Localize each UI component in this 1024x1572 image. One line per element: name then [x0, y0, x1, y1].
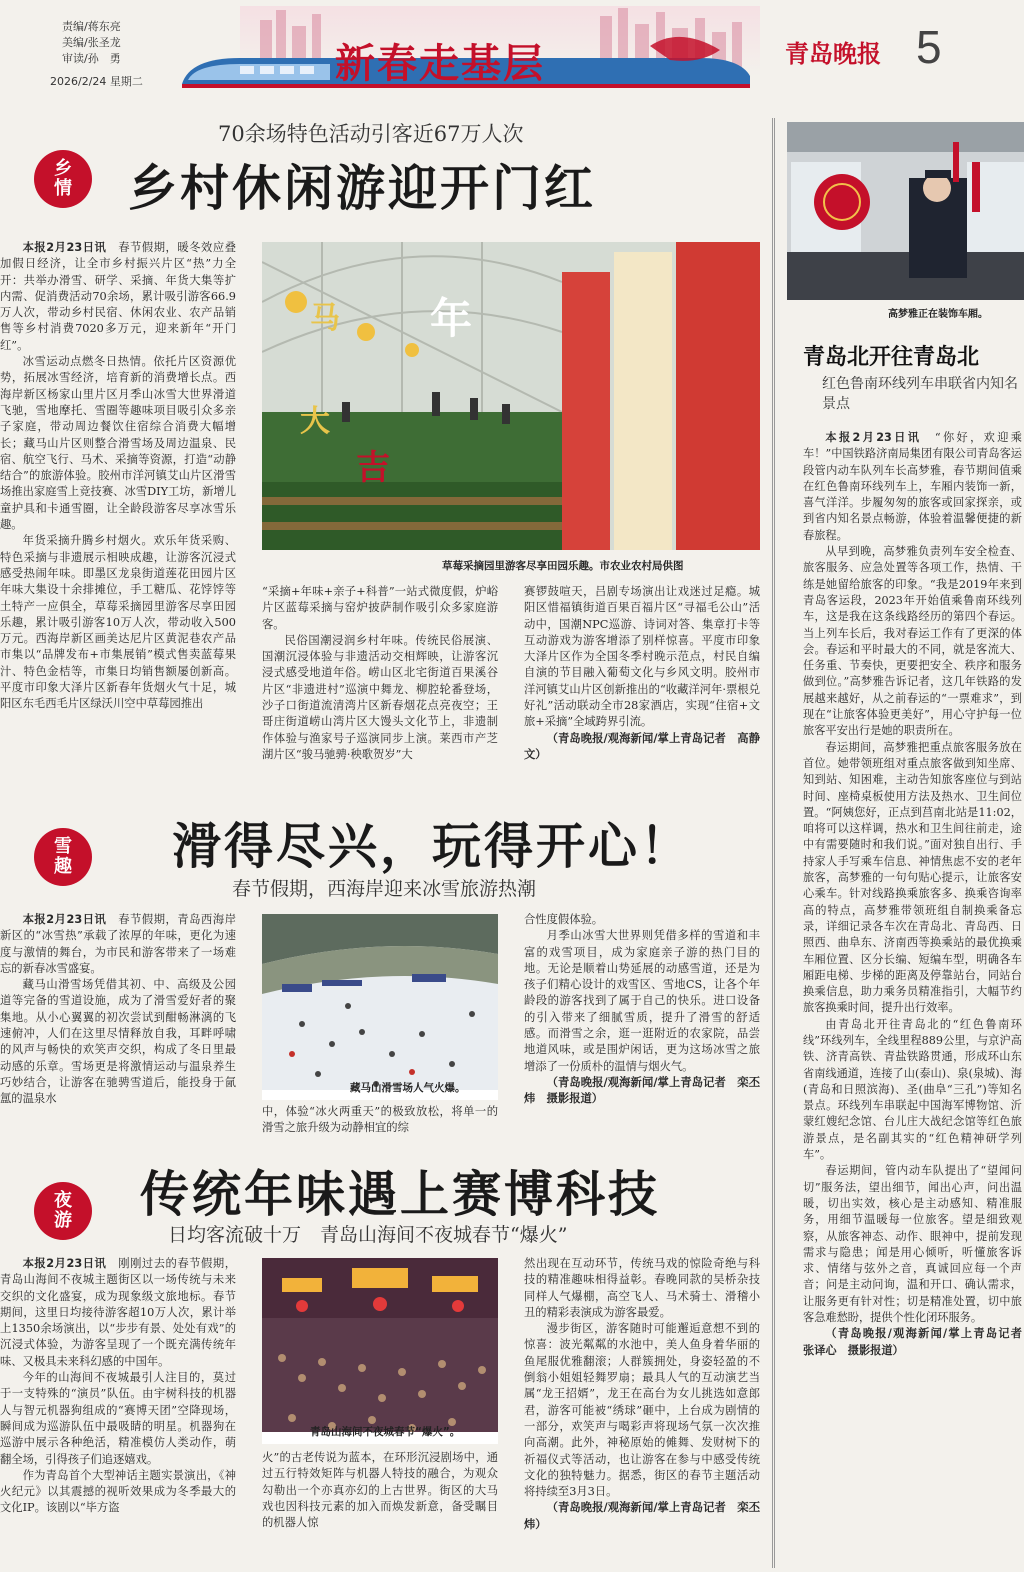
story3-column-3: [524, 1256, 760, 1568]
editor-credit: 责编/蒋东亮: [62, 20, 121, 33]
proofreader-credit: 审读/孙 勇: [62, 52, 121, 65]
story3-headline: 传统年味遇上赛博科技: [140, 1166, 661, 1223]
paragraph: 火”的古老传说为蓝本，在环形沉浸剧场中，通过五行特效矩阵与机器人特技的融合，为观众勾勒出一个亦真亦幻的上古世界。街区的大马戏也因科技元素的加入而焕发新意，备受瞩目的机器人惊: [262, 1451, 498, 1530]
badge-char: 游: [54, 1210, 72, 1231]
story3-column-1: [0, 1256, 236, 1568]
paragraph: 藏马山滑雪场凭借其初、中、高级及公园道等完备的雪道设施，成为了滑雪爱好者的聚集地。从小心翼翼的初次尝试到酣畅淋漓的飞速俯冲，人们在这里尽情释放自我，耳畔呼啸的风声与畅快的欢笑声交织，构成了冬日里最动感的乐章。雪场更是将激情运动与温泉养生巧妙结合，让游客在驰骋雪道后，能投身于氤氲的温泉水: [0, 978, 236, 1106]
paragraph: 作为青岛首个大型神话主题实景演出，《神火纪元》以其震撼的视听效果成为冬季最大的文化IP。该剧以“毕方盗: [0, 1468, 236, 1515]
page-number: 5: [916, 21, 942, 73]
paragraph: 漫步街区，游客随时可能邂逅意想不到的惊喜：波光粼粼的水池中，美人鱼身着华丽的鱼尾服优雅翻滚；人群簇拥处，身姿轻盈的不倒翁小姐姐轻舞罗扇；最具人气的互动演艺当属“龙王招婿”，龙王在高台为女儿挑选如意郎君，游客可能被“绣球”砸中，上台成为剧情的一部分，欢笑声与喝彩声将现场气氛一次次推向高潮。此外，神秘原始的傩舞、发财树下的祈福仪式等活动，也让游客在参与中感受传统文化的独特魅力。据悉，街区的春节主题活动将持续至3月3日。: [524, 1322, 760, 1499]
story2-column-2: [262, 1104, 498, 1140]
paragraph: 赛锣鼓喧天，吕剧专场演出让戏迷过足瘾。城阳区惜福镇街道百果百福片区“寻福毛公山”活动中，国潮NPC巡游、诗词对答、集章打卡等互动游戏为游客增添了别样惊喜。平度市印象大泽片区作为全国冬季村晚示范点，村民自编自演的节目融入葡萄文化与乡风文明。胶州市洋河镇艾山片区创新推出的“收藏洋河年·票根兑好礼”活动联动全市28家酒店，实现“住宿+文旅+采摘”全域跨界引流。: [524, 585, 760, 729]
paragraph: 合性度假体验。: [524, 913, 604, 926]
sidebar-photo-caption: 高梦雅正在装饰车厢。: [888, 309, 988, 320]
paragraph: 春运期间，高梦雅把重点旅客服务放在首位。她带领班组对重点旅客做到知坐席、知到站、知困难，主动告知旅客座位与到站时间、座椅桌板使用方法及热水、卫生间位置。“阿姨您好，正点到莒南北站是11:02，咱将可以这样调，热水和卫生间往前走，途中有需要随时和我们说。”面对独自出行、手持家人手写乘车信息、神情焦虑不安的老年旅客，高梦雅的一句句贴心提示，让旅客安心乘车。针对线路换乘旅客多、换乘咨询率高的特点，高梦雅带领班组自制换乘备忘录，详细记录各车次在青岛北、青岛西、日照西、曲阜东、济南西等换乘站的最优换乘车厢位置、区分长编、短编车型，明确各车厢距电梯、步梯的距离及停靠站台，同站台换乘信息，助力乘务员精准指引，大幅节约旅客换乘时间，提升出行效率。: [803, 740, 1022, 1015]
night-town-photo: [262, 1258, 498, 1444]
lead-tag: 本报2月23日讯: [22, 1257, 107, 1270]
byline: （青岛晚报/观海新闻/掌上青岛记者 栾丕炜）: [524, 1501, 760, 1531]
paragraph: 然出现在互动环节，传统马戏的惊险奇绝与科技的精准趣味相得益彰。春晚同款的吴桥杂技同样人气爆棚，高空飞人、马术骑士、滑稽小丑的精彩表演成为游客最爱。: [524, 1257, 760, 1319]
column-divider: [772, 118, 773, 1568]
badge-char: 乡: [54, 158, 72, 179]
banner-title: 新春走基层: [335, 41, 545, 87]
photo-sign-char: 年: [430, 294, 473, 343]
issue-date: 2026/2/24 星期二: [50, 75, 143, 88]
byline: （青岛晚报/观海新闻/掌上青岛记者 张译心 摄影报道）: [803, 1327, 1022, 1357]
paragraph: 由青岛北开往青岛北的“红色鲁南环线”环线列车，全线里程889公里，与京沪高铁、济青高铁、青盐铁路贯通，形成环山东省南线通道，连接了山(泰山)、泉(泉城)、海(青岛和日照滨海)、圣(曲阜“三孔”)等知名景点。环线列车串联起中国海军博物馆、沂蒙红嫂纪念馆、台儿庄大战纪念馆等红色旅游景点，是名副其实的“红色精神研学列车”。: [803, 1017, 1022, 1162]
lead-tag: 本报2月23日讯: [22, 913, 107, 926]
paragraph: “采摘+年味+亲子+科普”一站式微度假，炉峪片区蓝莓采摘与窑炉披萨制作吸引众多家庭游客。: [262, 585, 498, 631]
paragraph: 中，体验“冰火两重天”的极致放松，将单一的滑雪之旅升级为动静相宜的综: [262, 1105, 498, 1135]
byline: （青岛晚报/观海新闻/掌上青岛记者 栾丕炜 摄影报道）: [524, 1075, 760, 1106]
paragraph: 春节假期，青岛西海岸新区的“冰雪热”承载了浓厚的年味，更化为速度与激情的舞台，为市民和游客带来了一场难忘的新春冰雪盛宴。: [0, 913, 236, 975]
story2-column-3: [524, 912, 760, 1140]
paragraph: 从早到晚，高梦雅负责列车安全检查、旅客服务、应急处置等各项工作，热情、干练是她留给旅客的印象。“我是2019年来到青岛客运段，2023年开始值乘鲁南环线列车，这是我在这条线路经历的第四个春运。当上列车长后，我对春运工作有了更深的体会。春运和平时最大的不同，就是客流大、任务重、节奏快，更要把安全、秩序和服务做到位。”高梦雅告诉记者，这几年铁路的发展越来越好，从之前春运的“一票难求”，到现在“让旅客体验更美好”，用心守护每一位旅客平安出行是她的职责所在。: [803, 545, 1022, 738]
paragraph: 民俗国潮浸润乡村年味。传统民俗展演、国潮沉浸体验与非遗活动交相辉映，让游客沉浸式感受地道年俗。崂山区北宅街道百果溪谷片区“非遗进村”巡演中舞龙、柳腔轮番登场，沙子口街道流清湾片区新春烟花点亮夜空；王哥庄街道崂山湾片区大馒头文化节上，非遗制作体验与渔家号子巡演同步上演。莱西市产芝湖片区“骏马驰骋·秧歌贺岁”大: [262, 633, 498, 761]
story2-column-1: [0, 912, 236, 1140]
badge-char: 情: [54, 178, 72, 199]
story1-subtitle: 70余场特色活动引客近67万人次: [218, 122, 524, 146]
designer-credit: 美编/张圣龙: [62, 36, 121, 49]
story2-photo-caption: 藏马山滑雪场人气火爆。: [350, 1082, 466, 1094]
story1-column-3: [524, 584, 760, 792]
story2-subtitle: 春节假期，西海岸迎来冰雪旅游热潮: [232, 878, 537, 900]
paragraph: 春运期间，管内动车队提出了“望闻问切”服务法，望出细节，闻出心声，问出温暖，切出实效，核心是主动感知、精准服务，用细节温暖每一位旅客。望是细致观察，从旅客神态、动作、眼神中，提前发现需求与隐患；闻是用心倾听，听懂旅客诉求、情绪与弦外之音，真诚回应每一个声音；问是主动问询，温和开口、确认需求，让服务更有针对性；切是精准处置，切中旅客急难愁盼，提供个性化闭环服务。: [803, 1164, 1022, 1325]
byline: （青岛晚报/观海新闻/掌上青岛记者 高静文）: [524, 731, 760, 761]
sidebar-headline: 青岛北开往青岛北: [803, 345, 980, 370]
photo-sign-char: 马: [310, 301, 340, 336]
photo-sign-char: 大: [300, 404, 330, 439]
story3-badge: [34, 1182, 92, 1240]
story1-column-1: [0, 240, 236, 792]
photo-sign-char: 吉: [356, 448, 390, 488]
paragraph: 今年的山海间不夜城最引人注目的，莫过于一支特殊的“演员”队伍。由宇树科技的机器人与智元机器狗组成的“赛博天团”空降现场，瞬间成为巡游队伍中最吸睛的明星。机器狗在巡游中展示各种绝活，精准模仿人类动作，萌翻全场，引得孩子们追逐嬉戏。: [0, 1371, 236, 1466]
badge-char: 夜: [54, 1190, 72, 1211]
newspaper-logo: 青岛晚报: [785, 39, 881, 68]
story3-subtitle: 日均客流破十万 青岛山海间不夜城春节“爆火”: [168, 1224, 568, 1246]
badge-char: 趣: [54, 856, 72, 877]
paragraph: 春节假期，暖冬效应叠加假日经济，让全市乡村振兴片区“热”力全开：共举办滑雪、研学、采摘、年货大集等扩内需、促消费活动70余场，累计吸引游客66.9万人次，带动乡村民宿、休闲农业、农产品销售等乡村消费7020多万元，迎来新年“开门红”。: [0, 241, 236, 352]
story2-badge: [34, 828, 92, 886]
paragraph: “你好，欢迎乘车！”中国铁路济南局集团有限公司青岛客运段管内动车队列车长高梦雅，春节期间值乘在红色鲁南环线列车上，车厢内装饰一新，喜气洋洋。步履匆匆的旅客或回家探亲，或到省内知名景点畅游，体验着温馨便捷的新春旅程。: [803, 431, 1022, 542]
column-divider: [774, 118, 775, 1568]
story1-column-2: [262, 584, 498, 792]
story3-photo-caption: 青岛山海间不夜城春节“爆火”。: [310, 1426, 461, 1438]
sidebar-subtitle: 红色鲁南环线列车串联省内知名景点: [822, 376, 1018, 412]
story3-column-2: [262, 1450, 498, 1568]
strawberry-greenhouse-photo: [262, 242, 760, 550]
badge-char: 雪: [54, 836, 72, 857]
paragraph: 月季山冰雪大世界则凭借多样的雪道和丰富的戏雪项目，成为家庭亲子游的热门目的地。无论是顺着山势延展的动感雪道，还是为孩子们精心设计的戏雪区、雪地CS，让各个年龄段的游客找到了属于自己的快乐。进口设备的引入带来了细腻雪质，提升了滑雪的舒适感。而滑雪之余，逛一逛附近的农家院，品尝地道风味，或是围炉闲话，更为这场冰雪之旅增添了一份质朴的温情与烟火气。: [524, 929, 760, 1073]
train-decoration-photo: [787, 122, 1024, 300]
paragraph: 冰雪运动点燃冬日热情。依托片区资源优势，拓展冰雪经济，培育新的消费增长点。西海岸新区杨家山里片区月季山冰雪大世界滑道飞驰，雪地摩托、雪圈等趣味项目吸引众多亲子家庭，带动周边餐饮住宿综合消费大幅增长；藏马山片区则整合滑雪场及周边温泉、民宿、航空飞行、马术、采摘等资源，打造“动静结合”的旅游体验。胶州市洋河镇艾山片区滑雪场推出家庭雪上竞技赛、冰雪DIY工坊，新增儿童护具和卡通雪圈，让全龄段游客尽享冰雪乐趣。: [0, 355, 236, 532]
sidebar-column: [803, 430, 1022, 1568]
story1-badge: [34, 150, 92, 208]
lead-tag: 本报2月23日讯: [22, 241, 107, 254]
paragraph: 刚刚过去的春节假期，青岛山海间不夜城主题街区以一场传统与未来交织的文化盛宴，成为现象级文旅地标。春节期间，这里日均接待游客超10万人次，累计举上1350余场演出，以“步步有景、处处有戏”的沉浸式体验，为游客呈现了一个既充满传统年味、又极具未来科幻感的中国年。: [0, 1257, 236, 1368]
story2-headline: 滑得尽兴，玩得开心！: [172, 818, 693, 875]
story1-headline: 乡村休闲游迎开门红: [128, 160, 597, 217]
paragraph: 年货采摘升腾乡村烟火。欢乐年货采购、特色采摘与非遗展示相映成趣，让游客沉浸式感受热闹年味。即墨区龙泉街道莲花田园片区年味大集设十余排摊位，手工糖瓜、花饽饽等土特产一应俱全，草莓采摘园里游客尽享田园乐趣，累计吸引游客10万人次，带动收入500万元。西海岸新区画美达尼片区黄泥巷农产品市集以“品牌发布+市集展销”模式售卖蓝莓果汁、特色金桔等，市集日均销售额屡创新高。平度市印象大泽片区新春年货烟火气十足，城阳区东毛西毛片区绿沃川空中草莓园推出: [0, 534, 236, 711]
story1-photo-caption: 草莓采摘园里游客尽享田园乐趣。市农业农村局供图: [442, 560, 684, 572]
lead-tag: 本报2月23日讯: [825, 431, 922, 444]
ski-resort-photo: [262, 914, 498, 1100]
